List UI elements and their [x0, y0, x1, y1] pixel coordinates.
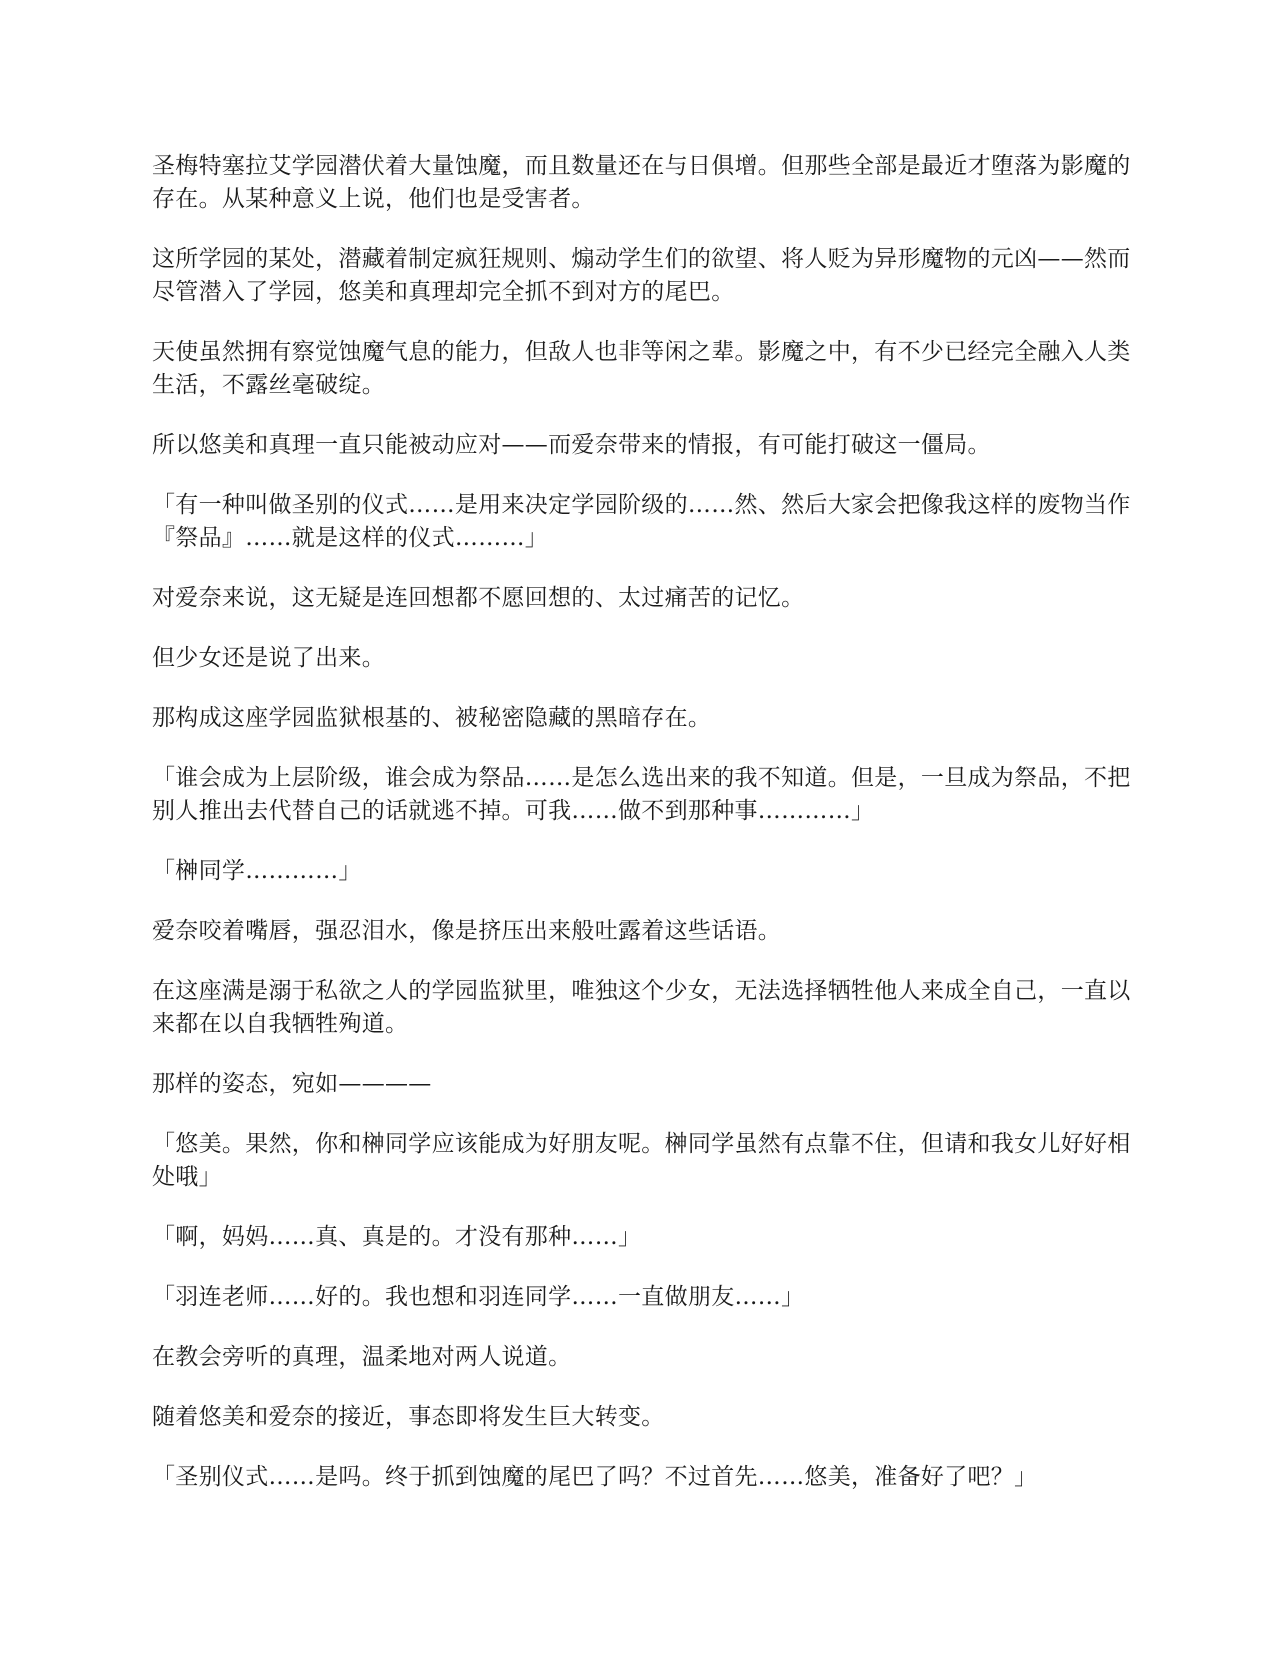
- paragraph: 圣梅特塞拉艾学园潜伏着大量蚀魔，而且数量还在与日俱增。但那些全部是最近才堕落为影魔的存在。从某种意义上说，他们也是受害者。: [152, 153, 1131, 212]
- paragraph: 在这座满是溺于私欲之人的学园监狱里，唯独这个少女，无法选择牺牲他人来成全自己，一直以来都在以自我牺牲殉道。: [152, 978, 1131, 1037]
- dialogue-paragraph: 「啊，妈妈……真、真是的。才没有那种……」: [152, 1224, 642, 1250]
- paragraph: 那构成这座学园监狱根基的、被秘密隐藏的黑暗存在。: [152, 705, 712, 731]
- paragraph: 爱奈咬着嘴唇，强忍泪水，像是挤压出来般吐露着这些话语。: [152, 918, 782, 944]
- paragraph: 对爱奈来说，这无疑是连回想都不愿回想的、太过痛苦的记忆。: [152, 585, 805, 611]
- paragraph: 在教会旁听的真理，温柔地对两人说道。: [152, 1344, 572, 1370]
- paragraph: 天使虽然拥有察觉蚀魔气息的能力，但敌人也非等闲之辈。影魔之中，有不少已经完全融入人类生活，不露丝毫破绽。: [152, 339, 1131, 398]
- dialogue-paragraph: 「悠美。果然，你和榊同学应该能成为好朋友呢。榊同学虽然有点靠不住，但请和我女儿好好相处哦」: [152, 1131, 1131, 1190]
- dialogue-paragraph: 「羽连老师……好的。我也想和羽连同学……一直做朋友……」: [152, 1284, 805, 1310]
- document-body: [152, 150, 1142, 1521]
- paragraph: 这所学园的某处，潜藏着制定疯狂规则、煽动学生们的欲望、将人贬为异形魔物的元凶——然而尽管潜入了学园，悠美和真理却完全抓不到对方的尾巴。: [152, 246, 1131, 305]
- paragraph: 但少女还是说了出来。: [152, 645, 385, 671]
- dialogue-paragraph: 「有一种叫做圣别的仪式……是用来决定学园阶级的……然、然后大家会把像我这样的废物当作『祭品』……就是这样的仪式………」: [152, 492, 1131, 551]
- paragraph: 所以悠美和真理一直只能被动应对——而爱奈带来的情报，有可能打破这一僵局。: [152, 432, 991, 458]
- paragraph: 那样的姿态，宛如————: [152, 1071, 432, 1097]
- dialogue-paragraph: 「谁会成为上层阶级，谁会成为祭品……是怎么选出来的我不知道。但是，一旦成为祭品，不把别人推出去代替自己的话就逃不掉。可我……做不到那种事…………」: [152, 765, 1131, 824]
- dialogue-paragraph: 「圣别仪式……是吗。终于抓到蚀魔的尾巴了吗？不过首先……悠美，准备好了吧？」: [152, 1464, 1038, 1490]
- dialogue-paragraph: 「榊同学…………」: [152, 858, 362, 884]
- paragraph: 随着悠美和爱奈的接近，事态即将发生巨大转变。: [152, 1404, 665, 1430]
